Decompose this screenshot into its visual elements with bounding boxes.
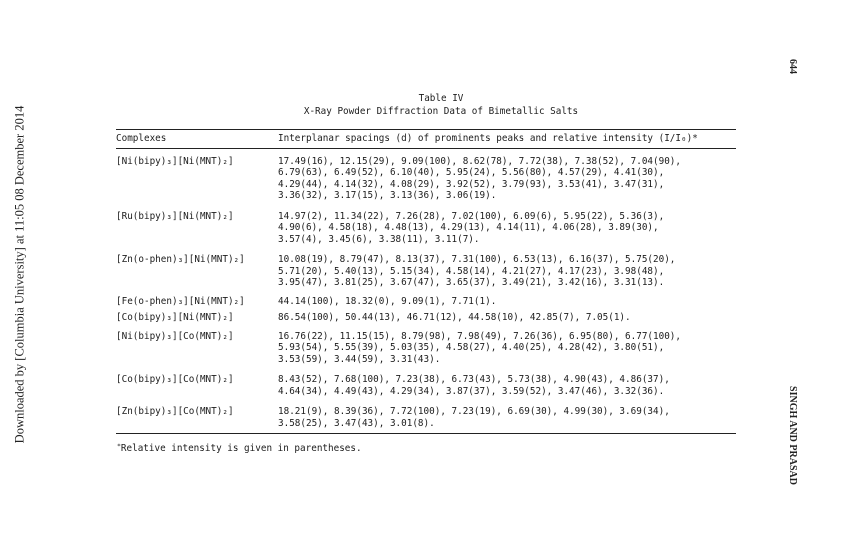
- spacings-cell: 8.43(52), 7.68(100), 7.23(38), 6.73(43), 5.73(38), 4.90(43), 4.86(37), 4.64(34), 4.49(43), 4.29(34), 3.87(37), 3.59(52), 3.47(46), 3.32(36).: [278, 374, 670, 397]
- header-complexes: Complexes: [116, 133, 167, 144]
- table-row: [116, 309, 736, 326]
- download-watermark: [13, 0, 27, 549]
- table-row: [116, 293, 736, 310]
- table-row: [116, 326, 736, 370]
- header-spacings: Interplanar spacings (d) of prominents peaks and relative intensity (I/I₀)*: [278, 133, 698, 144]
- table-row: [116, 206, 736, 250]
- complex-cell: [Ni(bipy)₃][Ni(MNT)₂]: [116, 155, 234, 167]
- spacings-cell: 44.14(100), 18.32(0), 9.09(1), 7.71(1).: [278, 295, 497, 307]
- complex-cell: [Ru(bipy)₃][Ni(MNT)₂]: [116, 210, 234, 222]
- table-header-row: [116, 130, 736, 148]
- complex-cell: [Ni(bipy)₃][Co(MNT)₂]: [116, 330, 234, 342]
- table-subtitle: X-Ray Powder Diffraction Data of Bimetallic Salts: [303, 106, 579, 117]
- footnote-mark: *: [117, 442, 121, 450]
- spacings-cell: 17.49(16), 12.15(29), 9.09(100), 8.62(78), 7.72(38), 7.38(52), 7.04(90), 6.79(63), 6.49(52), 6.10(40), 5.95(24), 5.56(80), 4.57(29), 4.41(30), 4.29(44), 4.14(32), 4.08(29), 3.92(52), 3.79(93), 3.53(41), 3.47(31), 3.36(32), 3.17(15), 3.13(36), 3.06(19).: [278, 155, 681, 201]
- table-title: Table IV: [418, 93, 464, 104]
- spacings-cell: 16.76(22), 11.15(15), 8.79(98), 7.98(49), 7.26(36), 6.95(80), 6.77(100), 5.93(54), 5.55(39), 5.03(35), 4.58(27), 4.40(25), 4.28(42), 3.80(51), 3.53(59), 3.44(59), 3.31(43).: [278, 330, 681, 365]
- table-footnote: [117, 441, 736, 455]
- footnote-text: Relative intensity is given in parentheses.: [120, 443, 362, 454]
- complex-cell: [Co(bipy)₃][Co(MNT)₂]: [116, 374, 234, 385]
- complex-cell: [Zn(bipy)₃][Co(MNT)₂]: [116, 406, 234, 417]
- spacings-cell: 10.08(19), 8.79(47), 8.13(37), 7.31(100), 6.53(13), 6.16(37), 5.75(20), 5.71(20), 5.40(13), 5.15(34), 4.58(14), 4.21(27), 4.17(23), 3.98(48), 3.95(47), 3.81(25), 3.67(47), 3.65(37), 3.49(21), 3.42(16), 3.31(13).: [278, 254, 676, 288]
- page-number: [786, 52, 798, 80]
- bottom-rule: [116, 433, 736, 434]
- download-watermark-text: Downloaded by [Columbia University] at 11:05 08 December 2014: [12, 105, 27, 444]
- complex-cell: [Fe(o-phen)₃][Ni(MNT)₂]: [116, 295, 245, 307]
- spacings-cell: 86.54(100), 50.44(13), 46.71(12), 44.58(10), 42.85(7), 7.05(1).: [278, 312, 631, 323]
- running-head-text: SINGH AND PRASAD: [786, 385, 798, 485]
- table-row: [116, 401, 736, 433]
- running-head: [786, 380, 798, 490]
- complex-cell: [Co(bipy)₃][Ni(MNT)₂]: [116, 312, 234, 323]
- table-row: [116, 149, 736, 206]
- page-number-text: 644: [786, 58, 798, 74]
- table-row: [116, 369, 736, 401]
- diffraction-table: [116, 92, 736, 455]
- complex-cell: [Zn(o-phen)₃][Ni(MNT)₂]: [116, 254, 245, 265]
- table-row: [116, 249, 736, 293]
- spacings-cell: 14.97(2), 11.34(22), 7.26(28), 7.02(100), 6.09(6), 5.95(22), 5.36(3), 4.90(6), 4.58(18), 4.48(13), 4.29(13), 4.14(11), 4.06(28), 3.89(30), 3.57(4), 3.45(6), 3.38(11), 3.11(7).: [278, 210, 665, 245]
- spacings-cell: 18.21(9), 8.39(36), 7.72(100), 7.23(19), 6.69(30), 4.99(30), 3.69(34), 3.58(25), 3.47(43), 3.01(8).: [278, 406, 670, 429]
